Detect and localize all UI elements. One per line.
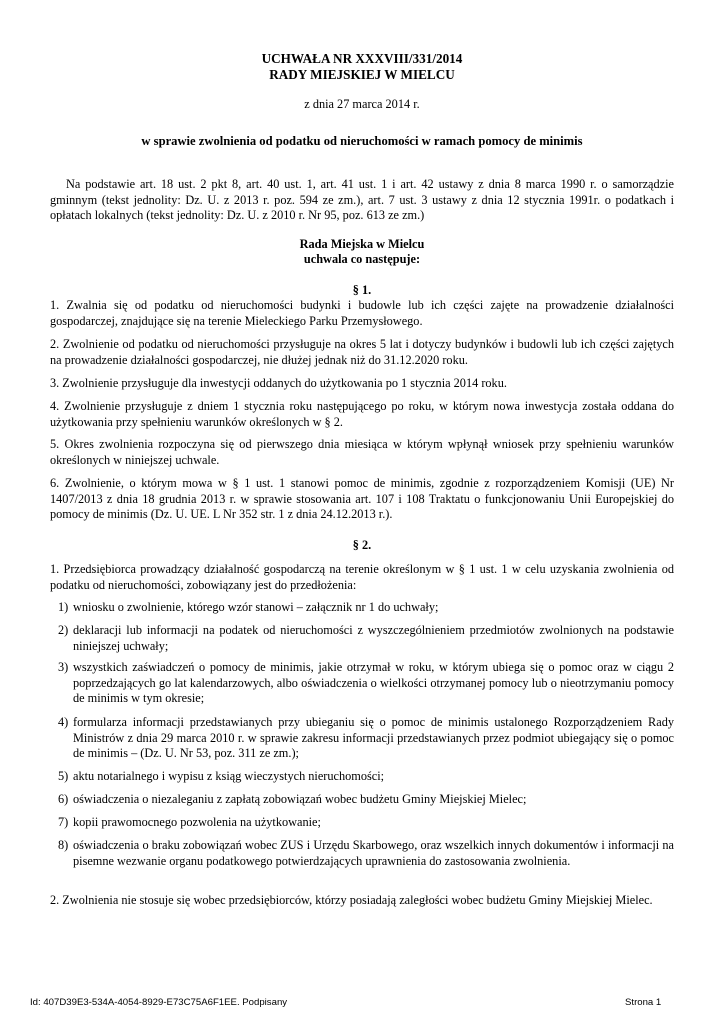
section-1-paragraph: 6. Zwolnienie, o którym mowa w § 1 ust. 1 stanowi pomoc de minimis, zgodnie z rozporządzeniem Komisji (UE) Nr 1407/2013 z dnia 18 grudnia 2013 r. w sprawie stosowania art. 107 i 108 Traktatu o funkcjonowaniu Unii Europejskiej do pomocy de minimis (Dz. U. UE. L Nr 352 str. 1 z dnia 24.12.2013 r.).	[50, 476, 674, 522]
list-item-text: aktu notarialnego i wypisu z ksiąg wieczystych nieruchomości;	[73, 769, 385, 783]
section-2-closing: 2. Zwolnienia nie stosuje się wobec przedsiębiorców, którzy posiadają zaległości wobec budżetu Gminy Miejskiej Mielec.	[50, 893, 653, 907]
list-item-number: 7)	[58, 815, 69, 829]
list-item-number: 5)	[58, 769, 69, 783]
list-item	[58, 769, 674, 785]
section-2-intro: 1. Przedsiębiorca prowadzący działalność gospodarczą na terenie określonym w § 1 ust. 1 w celu uzyskania zwolnienia od podatku od nieruchomości, zobowiązany jest do przedłożenia:	[50, 562, 674, 592]
resolution-issuer: RADY MIEJSKIEJ W MIELCU	[269, 67, 455, 82]
section-1-paragraph: 4. Zwolnienie przysługuje z dniem 1 stycznia roku następującego po roku, w którym nowa inwestycja została oddana do użytkowania przy spełnieniu warunków określonych w § 2.	[50, 399, 674, 429]
list-item	[58, 623, 674, 654]
section-1-paragraph: 1. Zwalnia się od podatku od nieruchomości budynki i budowle lub ich części zajęte na prowadzenie działalności gospodarczej, znajdujące się na terenie Mieleckiego Parku Przemysłowego.	[50, 298, 674, 328]
resolution-title: UCHWAŁA NR XXXVIII/331/2014	[261, 51, 463, 66]
section-1-paragraph: 3. Zwolnienie przysługuje dla inwestycji oddanych do użytkowania po 1 stycznia 2014 roku.	[50, 376, 507, 390]
section-2-heading: § 2.	[352, 538, 372, 552]
footer-document-id: Id: 407D39E3-534A-4054-8929-E73C75A6F1EE. Podpisany	[30, 997, 288, 1008]
document-page	[50, 0, 674, 1024]
list-item-number: 4)	[58, 715, 69, 729]
list-item-number: 2)	[58, 623, 69, 637]
list-item-text: formularza informacji przedstawianych przy ubieganiu się o pomoc de minimis ustalonego Rozporządzeniem Rady Ministrów z dnia 29 marca 2010 r. w sprawie zakresu informacji przedstawianych przez podmiot ubiegający się o pomoc de minimis – (Dz. U. Nr 53, poz. 311 ze zm.);	[73, 715, 674, 761]
list-item-text: wszystkich zaświadczeń o pomocy de minimis, jakie otrzymał w roku, w którym ubiega się o pomoc oraz w ciągu 2 poprzedzających go lat kalendarzowych, albo oświadczenia o wielkości otrzymanej pomocy lub o nieotrzymaniu pomocy de minimis w tym okresie;	[73, 660, 674, 706]
list-item	[58, 815, 674, 831]
list-item-text: deklaracji lub informacji na podatek od nieruchomości z wyszczególnieniem przedmiotów zwolnionych na podstawie niniejszej uchwały;	[73, 623, 674, 653]
section-1-paragraph: 2. Zwolnienie od podatku od nieruchomości przysługuje na okres 5 lat i dotyczy budynków i budowli lub ich części zajętych na prowadzenie działalności gospodarczej, nie dłużej jednak niż do 31.12.2020 roku.	[50, 337, 674, 367]
list-item	[58, 660, 674, 707]
council-resolves: uchwala co następuje:	[303, 252, 421, 266]
list-item-number: 3)	[58, 660, 69, 674]
list-item-number: 6)	[58, 792, 69, 806]
list-item	[58, 838, 674, 869]
list-item-text: oświadczenia o braku zobowiązań wobec ZUS i Urzędu Skarbowego, oraz wszelkich innych dokumentów i informacji na pisemne wezwanie organu podatkowego potwierdzających uprawnienia do zastosowania zwolnienia.	[73, 838, 674, 868]
list-item-text: wniosku o zwolnienie, którego wzór stanowi – załącznik nr 1 do uchwały;	[73, 600, 439, 614]
section-1-heading: § 1.	[352, 283, 372, 297]
council-name: Rada Miejska w Mielcu	[299, 237, 425, 251]
footer-page-number: Strona 1	[625, 997, 662, 1008]
section-1-paragraph: 5. Okres zwolnienia rozpoczyna się od pierwszego dnia miesiąca w którym wpłynął wniosek przy spełnieniu warunków określonych w niniejszej uchwale.	[50, 437, 674, 467]
list-item-text: kopii prawomocnego pozwolenia na użytkowanie;	[73, 815, 321, 829]
list-item-number: 8)	[58, 838, 69, 852]
resolution-subject: w sprawie zwolnienia od podatku od nieruchomości w ramach pomocy de minimis	[141, 134, 583, 148]
list-item-number: 1)	[58, 600, 69, 614]
legal-basis-paragraph: Na podstawie art. 18 ust. 2 pkt 8, art. 40 ust. 1, art. 41 ust. 1 i art. 42 ustawy z dnia 8 marca 1990 r. o samorządzie gminnym (tekst jednolity: Dz. U. z 2013 r. poz. 594 ze zm.), art. 7 ust. 3 ustawy z dnia 12 stycznia 1991r. o podatkach i opłatach lokalnych (tekst jednolity: Dz. U. z 2010 r. Nr 95, poz. 613 ze zm.)	[50, 177, 674, 223]
list-item-text: oświadczenia o niezaleganiu z zapłatą zobowiązań wobec budżetu Gminy Miejskiej Mielec;	[73, 792, 527, 806]
resolution-date: z dnia 27 marca 2014 r.	[304, 97, 420, 111]
list-item	[58, 715, 674, 762]
list-item	[58, 792, 674, 808]
list-item	[58, 600, 674, 616]
